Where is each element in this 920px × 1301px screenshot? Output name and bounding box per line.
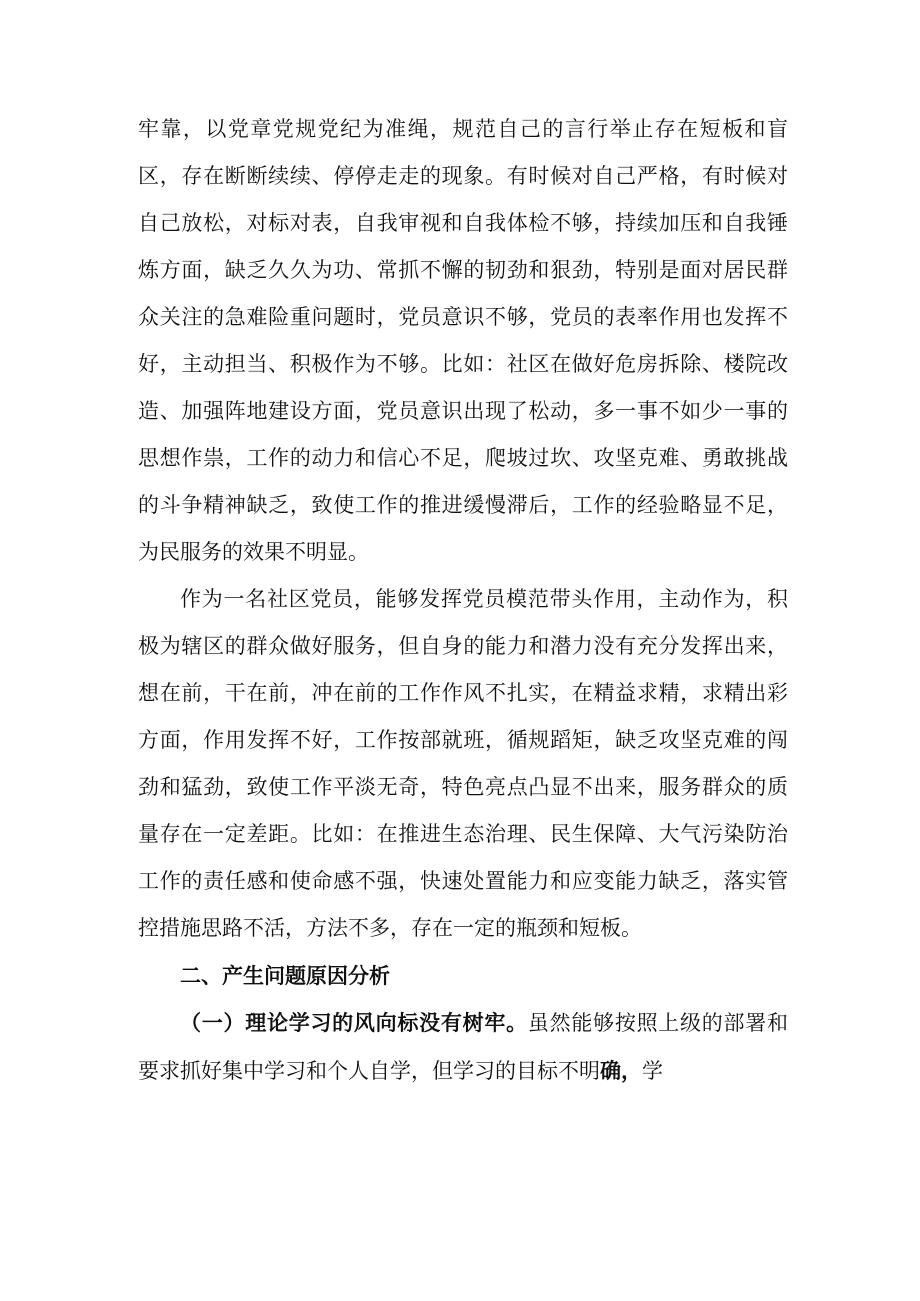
subsection-lead: （一）理论学习的风向标没有树牢。 — [180, 1010, 528, 1035]
section-heading-cause-analysis: 二、产生问题原因分析 — [180, 963, 390, 988]
document-body — [138, 106, 788, 1095]
subsection-body-part2: 学 — [642, 1059, 663, 1083]
subsection-body-bold-char: 确， — [600, 1058, 642, 1083]
paragraph-continued: 牢靠，以党章党规党纪为准绳，规范自己的言行举止存在短板和盲区，存在断断续续、停停走走的现象。有时候对自己严格，有时候对自己放松，对标对表，自我审视和自我体检不够，持续加压和自我锤炼方面，缺乏久久为功、常抓不懈的韧劲和狠劲，特别是面对居民群众关注的急难险重问题时，党员意识不够，党员的表率作用也发挥不好，主动担当、积极作为不够。比如：社区在做好危房拆除、楼院改造、加强阵地建设方面，党员意识出现了松动，多一事不如少一事的思想作祟，工作的动力和信心不足，爬坡过坎、攻坚克难、勇敢挑战的斗争精神缺乏，致使工作的推进缓慢滞后，工作的经验略显不足，为民服务的效果不明显。 — [138, 117, 788, 564]
subsection-body-part1: 虽然能够按照上级的部署和要求抓好集中学习和个人自学，但学习的目标不明 — [138, 1011, 789, 1083]
paragraph-community-member: 作为一名社区党员，能够发挥党员模范带头作用，主动作为，积极为辖区的群众做好服务，但自身的能力和潜力没有充分发挥出来，想在前，干在前，冲在前的工作作风不扎实，在精益求精，求精出彩方面，作用发挥不好，工作按部就班，循规蹈矩，缺乏攻坚克难的闯劲和猛劲，致使工作平淡无奇，特色亮点凸显不出来，服务群众的质量存在一定差距。比如：在推进生态治理、民生保障、大气污染防治工作的责任感和使命感不强，快速处置能力和应变能力缺乏，落实管控措施思路不活，方法不多，存在一定的瓶颈和短板。 — [138, 587, 788, 940]
subsection-theory-study — [138, 999, 788, 1095]
